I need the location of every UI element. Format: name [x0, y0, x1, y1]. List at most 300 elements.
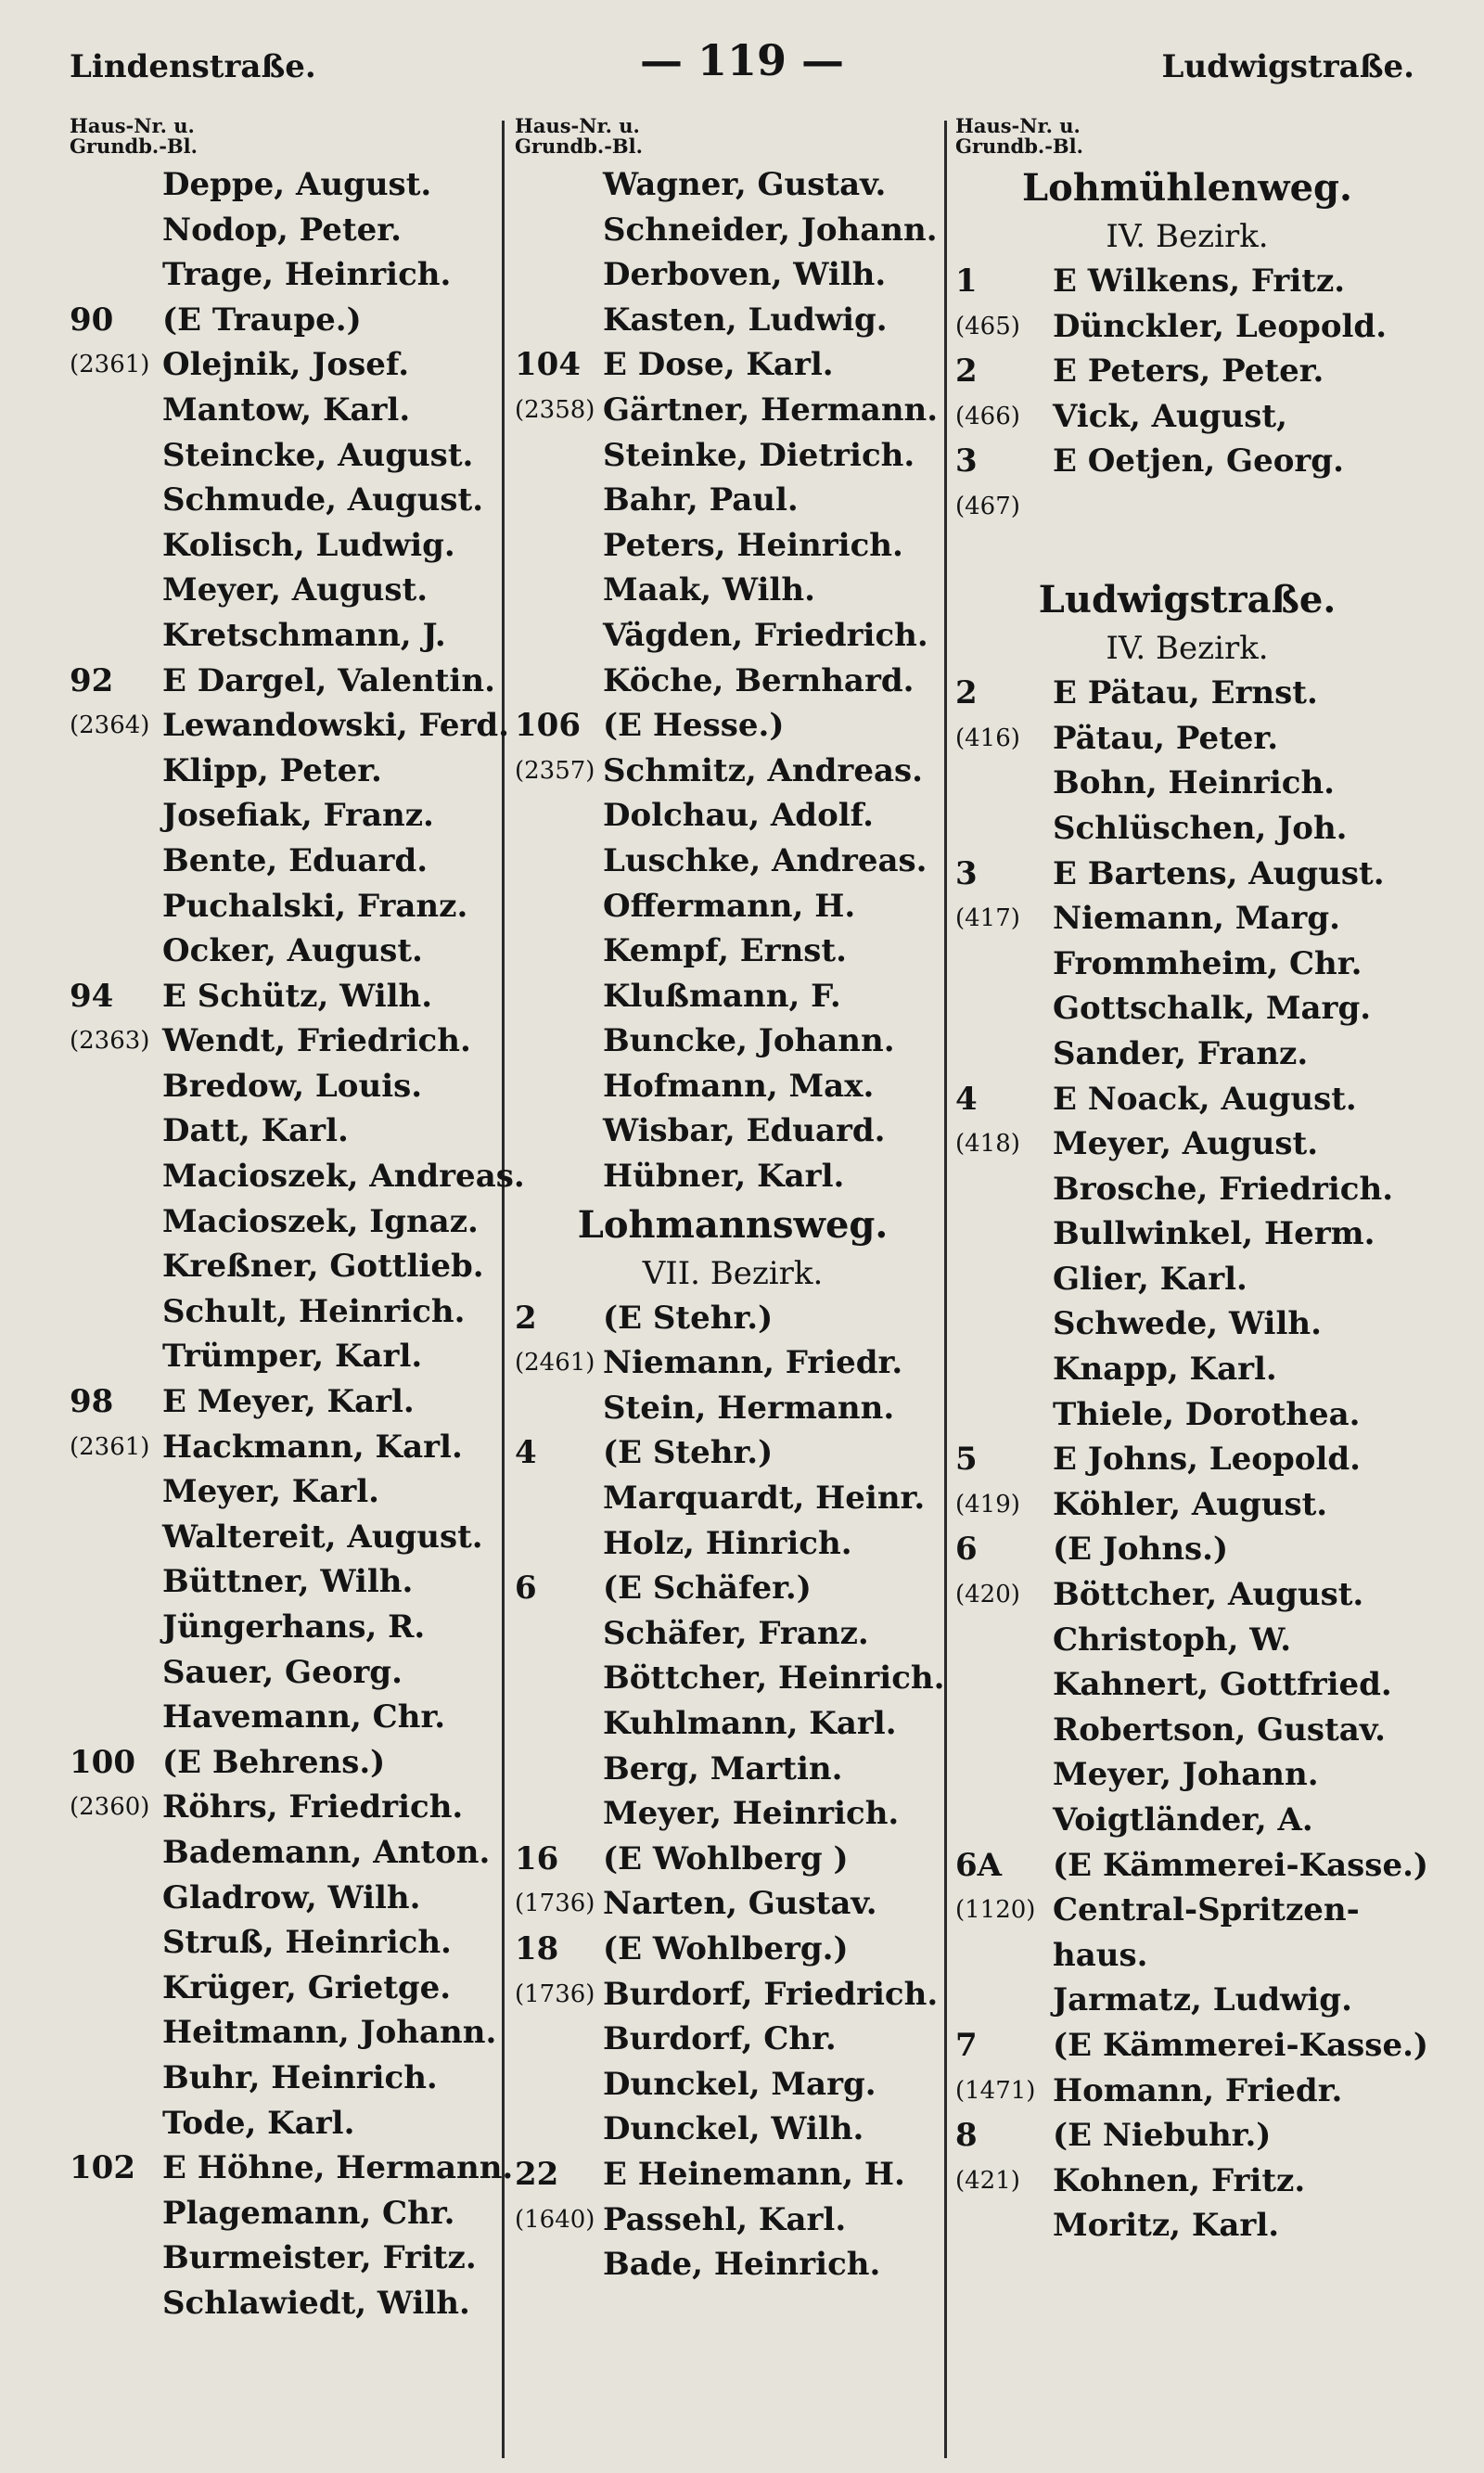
- list-item: [515, 2242, 951, 2287]
- list-item: [955, 671, 1419, 716]
- resident-name: E Pätau, Ernst.: [1053, 674, 1318, 712]
- list-item: [515, 1837, 951, 1882]
- resident-name: Central-Spritzen-: [1053, 1891, 1360, 1929]
- land-register-number: (2361): [70, 351, 150, 379]
- list-item: [955, 1392, 1419, 1438]
- land-register-number: (2360): [70, 1793, 150, 1822]
- resident-name: Derboven, Wilh.: [603, 256, 887, 294]
- list-item: [955, 1978, 1419, 2023]
- house-number: 92: [70, 661, 114, 699]
- list-item: [515, 1019, 951, 1064]
- resident-name: Luschke, Andreas.: [603, 841, 928, 879]
- house-number: 3: [955, 854, 978, 892]
- list-item: [955, 1077, 1419, 1122]
- list-item: [515, 613, 951, 659]
- resident-name: Röhrs, Friedrich.: [162, 1788, 464, 1826]
- list-item: [70, 2281, 510, 2326]
- land-register-number: (420): [955, 1581, 1020, 1609]
- resident-name: Maak, Wilh.: [603, 571, 815, 609]
- column-heading-line1: Haus-Nr. u.: [515, 114, 640, 137]
- list-item: [955, 1031, 1419, 1077]
- list-item: [515, 2017, 951, 2062]
- list-item: [955, 1798, 1419, 1843]
- resident-name: Kahnert, Gottfried.: [1053, 1666, 1392, 1704]
- list-item: [70, 568, 510, 613]
- resident-name: Dunckel, Wilh.: [603, 2110, 864, 2148]
- resident-name: Köche, Bernhard.: [603, 661, 915, 699]
- resident-name: Glier, Karl.: [1053, 1260, 1247, 1298]
- resident-name: Tode, Karl.: [162, 2104, 355, 2142]
- list-item: [515, 659, 951, 704]
- list-item: [955, 852, 1419, 897]
- resident-name: Moritz, Karl.: [1053, 2207, 1280, 2245]
- list-item: [70, 929, 510, 974]
- resident-name: Sander, Franz.: [1053, 1034, 1309, 1072]
- list-item: [70, 1064, 510, 1109]
- resident-name: Puchalski, Franz.: [162, 887, 468, 925]
- resident-name: Frommheim, Chr.: [1053, 944, 1362, 982]
- resident-name: Voigtländer, A.: [1053, 1801, 1313, 1839]
- land-register-number: (2363): [70, 1027, 150, 1056]
- resident-name: (E Kämmerei-Kasse.): [1053, 2026, 1428, 2064]
- header-right-street: Ludwigstraße.: [1161, 48, 1414, 85]
- list-item: [515, 568, 951, 613]
- resident-name: Burdorf, Chr.: [603, 2020, 837, 2058]
- list-item: [515, 1386, 951, 1431]
- list-item: [70, 388, 510, 433]
- list-item: [955, 1121, 1419, 1167]
- resident-name: Narten, Gustav.: [603, 1885, 877, 1923]
- land-register-number: (2461): [515, 1349, 595, 1377]
- list-item: [515, 208, 951, 253]
- list-item: [515, 1108, 951, 1154]
- resident-name: (E Hesse.): [603, 707, 785, 745]
- resident-name: Gottschalk, Marg.: [1053, 990, 1372, 1028]
- list-item: [955, 484, 1419, 530]
- list-item: [70, 749, 510, 794]
- list-item: [955, 1527, 1419, 1572]
- resident-name: Gladrow, Wilh.: [162, 1878, 421, 1916]
- house-number: 16: [515, 1839, 559, 1877]
- resident-name: Christoph, W.: [1053, 1621, 1292, 1659]
- house-number: 100: [70, 1743, 135, 1781]
- resident-name: Meyer, Johann.: [1053, 1756, 1319, 1794]
- house-number: 22: [515, 2155, 559, 2193]
- resident-name: E Dose, Karl.: [603, 346, 834, 384]
- list-item: [70, 1650, 510, 1696]
- house-number: 6: [955, 1531, 978, 1569]
- land-register-number: (1640): [515, 2205, 595, 2234]
- resident-name: Buncke, Johann.: [603, 1022, 895, 1060]
- resident-name: Berg, Martin.: [603, 1749, 843, 1787]
- resident-name: (E Johns.): [1053, 1531, 1229, 1569]
- resident-name: Meyer, August.: [1053, 1125, 1319, 1163]
- resident-name: E Bartens, August.: [1053, 854, 1385, 892]
- resident-name: Wisbar, Eduard.: [603, 1112, 886, 1150]
- list-item: [955, 1301, 1419, 1347]
- list-item: [70, 974, 510, 1019]
- list-item: [70, 1244, 510, 1289]
- resident-name: Macioszek, Ignaz.: [162, 1202, 479, 1240]
- list-item: [515, 388, 951, 433]
- resident-name: Thiele, Dorothea.: [1053, 1395, 1361, 1433]
- column-heading-line2: Grundb.-Bl.: [955, 135, 1083, 158]
- resident-name: Olejnik, Josef.: [162, 346, 410, 384]
- list-item: [955, 1662, 1419, 1708]
- resident-name: Böttcher, August.: [1053, 1576, 1364, 1614]
- house-number: 104: [515, 346, 581, 384]
- column-heading-line2: Grundb.-Bl.: [70, 135, 198, 158]
- resident-name: Meyer, August.: [162, 571, 429, 609]
- resident-name: Vägden, Friedrich.: [603, 616, 928, 654]
- list-item: [70, 478, 510, 523]
- resident-name: (E Wohlberg ): [603, 1839, 849, 1877]
- street-heading: Lohmühlenweg.: [1022, 166, 1352, 210]
- house-number: 4: [515, 1434, 537, 1472]
- house-number: 6A: [955, 1846, 1003, 1884]
- resident-name: Vick, August,: [1053, 397, 1287, 435]
- land-register-number: (2364): [70, 711, 150, 740]
- list-item: [955, 1708, 1419, 1753]
- resident-name: Bredow, Louis.: [162, 1067, 423, 1105]
- resident-name: E Wilkens, Fritz.: [1053, 263, 1346, 300]
- list-item: [515, 839, 951, 884]
- list-item: [70, 1785, 510, 1830]
- resident-name: Peters, Heinrich.: [603, 526, 903, 564]
- list-item: [515, 2198, 951, 2243]
- land-register-number: (1120): [955, 1896, 1036, 1925]
- list-item: [70, 1019, 510, 1064]
- list-item: [70, 1515, 510, 1560]
- list-item: [515, 1972, 951, 2018]
- resident-name: Sauer, Georg.: [162, 1653, 403, 1691]
- resident-name: E Noack, August.: [1053, 1080, 1357, 1118]
- resident-name: Marquardt, Heinr.: [603, 1480, 926, 1518]
- resident-name: E Heinemann, H.: [603, 2155, 905, 2193]
- resident-name: Burmeister, Fritz.: [162, 2239, 477, 2277]
- resident-name: Buhr, Heinrich.: [162, 2058, 438, 2096]
- land-register-number: (418): [955, 1130, 1020, 1159]
- list-item: [70, 1876, 510, 1921]
- list-item: [70, 613, 510, 659]
- list-item: [515, 1747, 951, 1792]
- column-3: [955, 114, 1428, 2249]
- resident-name: Pätau, Peter.: [1053, 719, 1279, 757]
- resident-name: Schlüschen, Joh.: [1053, 809, 1348, 847]
- list-item: [70, 1334, 510, 1379]
- resident-name: Kreßner, Gottlieb.: [162, 1248, 484, 1286]
- resident-name: Trümper, Karl.: [162, 1338, 423, 1376]
- list-item: [70, 523, 510, 569]
- resident-name: Steinke, Dietrich.: [603, 436, 915, 474]
- land-register-number: (2358): [515, 395, 595, 424]
- resident-name: Schmude, August.: [162, 481, 484, 519]
- house-number: 1: [955, 263, 978, 300]
- list-item: [70, 2101, 510, 2146]
- list-item: [955, 1843, 1428, 1889]
- column-heading-line2: Grundb.-Bl.: [515, 135, 643, 158]
- house-number: 3: [955, 442, 978, 481]
- resident-name: Kretschmann, J.: [162, 616, 446, 654]
- list-item: [70, 342, 510, 388]
- list-item: [70, 298, 510, 343]
- resident-name: Kohnen, Fritz.: [1053, 2161, 1306, 2199]
- resident-name: Stein, Hermann.: [603, 1389, 895, 1427]
- list-item: [955, 439, 1419, 484]
- list-item: [515, 252, 951, 298]
- column-heading: [955, 116, 1419, 162]
- house-number: 6: [515, 1570, 537, 1608]
- house-number: 2: [515, 1299, 537, 1337]
- house-number: 90: [70, 301, 114, 339]
- resident-name: Trage, Heinrich.: [162, 256, 452, 294]
- list-item: [70, 1289, 510, 1335]
- list-item: [955, 1933, 1419, 1979]
- list-item: [70, 2191, 510, 2236]
- resident-name: Heitmann, Johann.: [162, 2014, 497, 2052]
- land-register-number: (466): [955, 402, 1020, 430]
- list-item: [70, 1154, 525, 1199]
- list-item: [515, 1701, 951, 1747]
- resident-name: Robertson, Gustav.: [1053, 1711, 1386, 1749]
- resident-name: E Johns, Leopold.: [1053, 1441, 1361, 1479]
- resident-name: Passehl, Karl.: [603, 2200, 847, 2238]
- list-item: [955, 1482, 1419, 1528]
- resident-name: Mantow, Karl.: [162, 391, 411, 429]
- house-number: 7: [955, 2026, 978, 2064]
- resident-name: Kuhlmann, Karl.: [603, 1705, 897, 1742]
- list-item: [70, 1425, 510, 1470]
- list-item: [515, 478, 951, 523]
- resident-name: haus.: [1053, 1936, 1148, 1974]
- list-item: [70, 252, 510, 298]
- list-item: [515, 929, 951, 974]
- list-item: [955, 896, 1419, 942]
- resident-name: (E Kämmerei-Kasse.): [1053, 1846, 1428, 1884]
- resident-name: Böttcher, Heinrich.: [603, 1659, 945, 1698]
- resident-name: Nodop, Peter.: [162, 211, 402, 249]
- list-item: [955, 2023, 1428, 2069]
- resident-name: Dünckler, Leopold.: [1053, 307, 1388, 345]
- page-header: [0, 28, 1484, 93]
- list-item: [515, 2152, 951, 2198]
- resident-name: Bullwinkel, Herm.: [1053, 1215, 1375, 1253]
- house-number: 98: [70, 1383, 114, 1421]
- land-register-number: (465): [955, 312, 1020, 340]
- list-item: [955, 349, 1419, 394]
- list-item: [515, 1791, 951, 1837]
- resident-name: Datt, Karl.: [162, 1112, 349, 1150]
- list-item: [515, 298, 951, 343]
- column-2: [515, 116, 951, 2287]
- resident-name: Schwede, Wilh.: [1053, 1305, 1322, 1343]
- list-item: [70, 1199, 510, 1245]
- land-register-number: (467): [955, 492, 1020, 520]
- street-heading: Ludwigstraße.: [1038, 578, 1337, 622]
- resident-name: Wagner, Gustav.: [603, 166, 887, 203]
- list-item: [70, 1966, 510, 2011]
- land-register-number: (421): [955, 2166, 1020, 2195]
- list-item: [515, 433, 951, 479]
- resident-name: Jüngerhans, R.: [162, 1608, 426, 1646]
- list-item: [955, 304, 1419, 350]
- list-item: [955, 2203, 1419, 2249]
- resident-name: Bente, Eduard.: [162, 841, 429, 879]
- list-item: [955, 394, 1419, 440]
- spacer: [955, 530, 1419, 575]
- resident-name: Knapp, Karl.: [1053, 1351, 1277, 1389]
- resident-name: E Oetjen, Georg.: [1053, 442, 1344, 481]
- column-heading: [70, 116, 510, 162]
- resident-name: (E Stehr.): [603, 1434, 774, 1472]
- list-item: [955, 806, 1419, 852]
- resident-name: Wendt, Friedrich.: [162, 1022, 471, 1060]
- land-register-number: (419): [955, 1490, 1020, 1518]
- list-item: [955, 761, 1419, 806]
- list-item: [70, 1469, 510, 1515]
- resident-name: Bahr, Paul.: [603, 481, 799, 519]
- district-heading: IV. Bezirk.: [1106, 218, 1269, 255]
- list-item: [515, 523, 951, 569]
- land-register-number: (1471): [955, 2076, 1036, 2105]
- list-item: [955, 259, 1419, 304]
- list-item: [515, 342, 951, 388]
- resident-name: Kolisch, Ludwig.: [162, 526, 455, 564]
- list-item: [515, 1656, 951, 1701]
- list-item: [70, 2010, 510, 2056]
- list-item: [515, 1566, 951, 1611]
- resident-name: Kempf, Ernst.: [603, 932, 847, 970]
- list-item: [955, 1572, 1419, 1618]
- list-item: [955, 942, 1419, 987]
- list-item: [955, 1211, 1419, 1257]
- resident-name: E Meyer, Karl.: [162, 1383, 415, 1421]
- list-item: [70, 1379, 510, 1425]
- land-register-number: (2361): [70, 1432, 150, 1461]
- house-number: 18: [515, 1929, 559, 1967]
- resident-name: Holz, Hinrich.: [603, 1524, 852, 1562]
- list-item: [955, 2159, 1419, 2204]
- resident-name: Ocker, August.: [162, 932, 423, 970]
- list-item: [515, 162, 951, 208]
- list-item: [515, 1521, 951, 1567]
- resident-name: Schmitz, Andreas.: [603, 751, 923, 789]
- resident-name: Schult, Heinrich.: [162, 1292, 466, 1330]
- list-item: [70, 703, 510, 749]
- resident-name: Schneider, Johann.: [603, 211, 938, 249]
- house-number: 4: [955, 1080, 978, 1118]
- resident-name: (E Wohlberg.): [603, 1929, 849, 1967]
- resident-name: (E Niebuhr.): [1053, 2117, 1272, 2155]
- list-item: [70, 793, 510, 839]
- resident-name: Meyer, Heinrich.: [603, 1795, 900, 1833]
- list-item: [515, 793, 951, 839]
- list-item: [515, 1154, 951, 1199]
- page-number: — 119 —: [639, 35, 845, 85]
- street-heading: Lohmannsweg.: [577, 1202, 889, 1247]
- list-item: [70, 2236, 510, 2281]
- list-item: [955, 1752, 1419, 1798]
- resident-name: Dolchau, Adolf.: [603, 797, 874, 835]
- house-number: 2: [955, 352, 978, 391]
- resident-name: Dunckel, Marg.: [603, 2065, 876, 2103]
- resident-name: Hofmann, Max.: [603, 1067, 875, 1105]
- resident-name: Bade, Heinrich.: [603, 2246, 881, 2284]
- list-item: [515, 1340, 951, 1386]
- list-item: [70, 1920, 510, 1966]
- list-item: [955, 1437, 1419, 1482]
- list-item: [70, 884, 510, 929]
- house-number: 2: [955, 674, 978, 712]
- house-number: 102: [70, 2149, 135, 2187]
- house-number: 8: [955, 2117, 978, 2155]
- list-item: [70, 433, 510, 479]
- resident-name: Waltereit, August.: [162, 1518, 483, 1556]
- list-item: [955, 1347, 1419, 1392]
- list-item: [515, 1064, 951, 1109]
- list-item: [955, 986, 1419, 1031]
- district-heading: VII. Bezirk.: [642, 1254, 824, 1292]
- resident-name: Havemann, Chr.: [162, 1698, 446, 1736]
- resident-name: Struß, Heinrich.: [162, 1924, 452, 1962]
- resident-name: Krüger, Grietge.: [162, 1968, 452, 2006]
- resident-name: Offermann, H.: [603, 887, 856, 925]
- resident-name: E Höhne, Hermann.: [162, 2149, 514, 2187]
- list-item: [515, 749, 951, 794]
- resident-name: Niemann, Friedr.: [603, 1344, 903, 1382]
- resident-name: Burdorf, Friedrich.: [603, 1975, 939, 2013]
- list-item: [515, 1881, 951, 1927]
- resident-name: Steincke, August.: [162, 436, 474, 474]
- land-register-number: (1736): [515, 1890, 595, 1918]
- column-heading-line1: Haus-Nr. u.: [955, 114, 1081, 137]
- list-item: [515, 974, 951, 1019]
- resident-name: Bademann, Anton.: [162, 1833, 491, 1871]
- resident-name: Jarmatz, Ludwig.: [1053, 1981, 1352, 2019]
- list-item: [515, 1611, 951, 1657]
- list-item: [515, 884, 951, 929]
- list-item: [515, 1476, 951, 1521]
- list-item: [70, 1740, 510, 1786]
- resident-name: Homann, Friedr.: [1053, 2071, 1343, 2109]
- list-item: [955, 1167, 1419, 1212]
- list-item: [515, 2107, 951, 2152]
- column-heading-line1: Haus-Nr. u.: [70, 114, 195, 137]
- list-item: [955, 1618, 1419, 1663]
- list-item: [70, 1695, 510, 1740]
- list-item: [955, 1257, 1419, 1302]
- resident-name: E Peters, Peter.: [1053, 352, 1324, 391]
- land-register-number: (417): [955, 904, 1020, 933]
- resident-name: Köhler, August.: [1053, 1485, 1328, 1523]
- resident-name: Gärtner, Hermann.: [603, 391, 939, 429]
- resident-name: Kasten, Ludwig.: [603, 301, 888, 339]
- list-item: [70, 1559, 510, 1605]
- resident-name: Schäfer, Franz.: [603, 1614, 869, 1652]
- resident-name: Macioszek, Andreas.: [162, 1158, 525, 1196]
- resident-name: Schlawiedt, Wilh.: [162, 2284, 470, 2322]
- list-item: [955, 2069, 1419, 2114]
- list-item: [70, 659, 510, 704]
- resident-name: Deppe, August.: [162, 166, 432, 203]
- list-item: [70, 1108, 510, 1154]
- column-heading: [515, 116, 951, 162]
- list-item: [515, 1430, 951, 1476]
- land-register-number: (416): [955, 724, 1020, 752]
- list-item: [515, 2062, 951, 2108]
- resident-name: (E Stehr.): [603, 1299, 774, 1337]
- resident-name: Hackmann, Karl.: [162, 1428, 463, 1466]
